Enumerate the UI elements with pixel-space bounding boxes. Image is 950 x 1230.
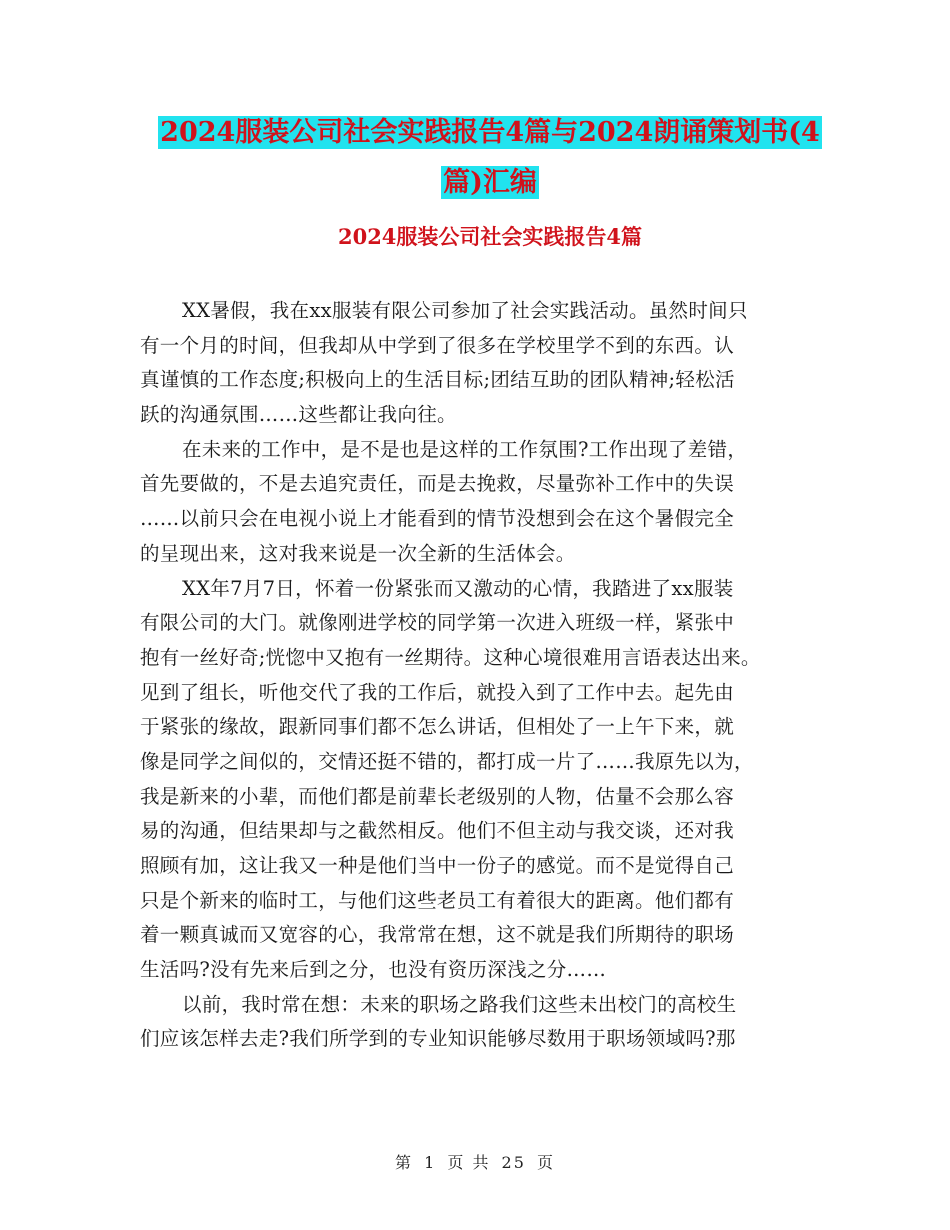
- page-number-current: 1: [424, 1153, 437, 1172]
- page-number-total: 25: [501, 1153, 526, 1172]
- page-number-prefix: 第: [394, 1153, 413, 1172]
- section-title: 2024服装公司社会实践报告4篇: [337, 224, 643, 249]
- page-number-middle: 页 共: [447, 1153, 491, 1172]
- text-line: 抱有一丝好奇;恍惚中又抱有一丝期待。这种心境很难用言语表达出来。: [140, 645, 761, 669]
- text-line: 像是同学之间似的，交情还挺不错的，都打成一片了……我原先以为，: [140, 749, 754, 773]
- document-title-line-1: 2024服装公司社会实践报告4篇与2024朗诵策划书(4: [160, 117, 820, 148]
- text-line: 我是新来的小辈，而他们都是前辈长老级别的人物，估量不会那么容: [140, 784, 735, 808]
- text-line: 生活吗?没有先来后到之分，也没有资历深浅之分……: [140, 958, 607, 982]
- text-line: 的呈现出来，这对我来说是一次全新的生活体会。: [140, 541, 576, 565]
- text-line: 在未来的工作中，是不是也是这样的工作氛围?工作出现了差错，: [182, 437, 748, 461]
- page-footer: [0, 1150, 950, 1173]
- text-line: 真谨慎的工作态度;积极向上的生活目标;团结互助的团队精神;轻松活: [140, 368, 735, 392]
- text-line: 于紧张的缘故，跟新同事们都不怎么讲话，但相处了一上午下来，就: [140, 715, 735, 739]
- text-line: 有一个月的时间，但我却从中学到了很多在学校里学不到的东西。认: [140, 333, 735, 357]
- text-line: ……以前只会在电视小说上才能看到的情节没想到会在这个暑假完全: [140, 507, 735, 531]
- text-line: 们应该怎样去走?我们所学到的专业知识能够尽数用于职场领域吗?那: [140, 1027, 736, 1051]
- text-line: XX暑假，我在xx服装有限公司参加了社会实践活动。虽然时间只: [182, 299, 748, 322]
- text-line: 见到了组长，听他交代了我的工作后，就投入到了工作中去。起先由: [140, 680, 735, 704]
- text-line: 首先要做的，不是去追究责任，而是去挽救，尽量弥补工作中的失误: [140, 472, 735, 496]
- document-title-line-2: 篇)汇编: [443, 167, 537, 198]
- text-line: 着一颗真诚而又宽容的心，我常常在想，这不就是我们所期待的职场: [140, 923, 735, 947]
- page-number-suffix: 页: [537, 1153, 556, 1172]
- text-line: XX年7月7日，怀着一份紧张而又激动的心情，我踏进了xx服装: [182, 576, 734, 600]
- text-line: 易的沟通，但结果却与之截然相反。他们不但主动与我交谈，还对我: [140, 819, 735, 843]
- text-line: 只是个新来的临时工，与他们这些老员工有着很大的距离。他们都有: [140, 888, 735, 912]
- text-line: 有限公司的大门。就像刚进学校的同学第一次进入班级一样，紧张中: [140, 611, 735, 635]
- document-body: [140, 294, 812, 1057]
- text-line: 跃的沟通氛围……这些都让我向往。: [140, 403, 457, 427]
- text-line: 照顾有加，这让我又一种是他们当中一份子的感觉。而不是觉得自己: [140, 854, 735, 877]
- text-line: 以前，我时常在想：未来的职场之路我们这些未出校门的高校生: [182, 992, 737, 1016]
- document-title: [140, 108, 840, 208]
